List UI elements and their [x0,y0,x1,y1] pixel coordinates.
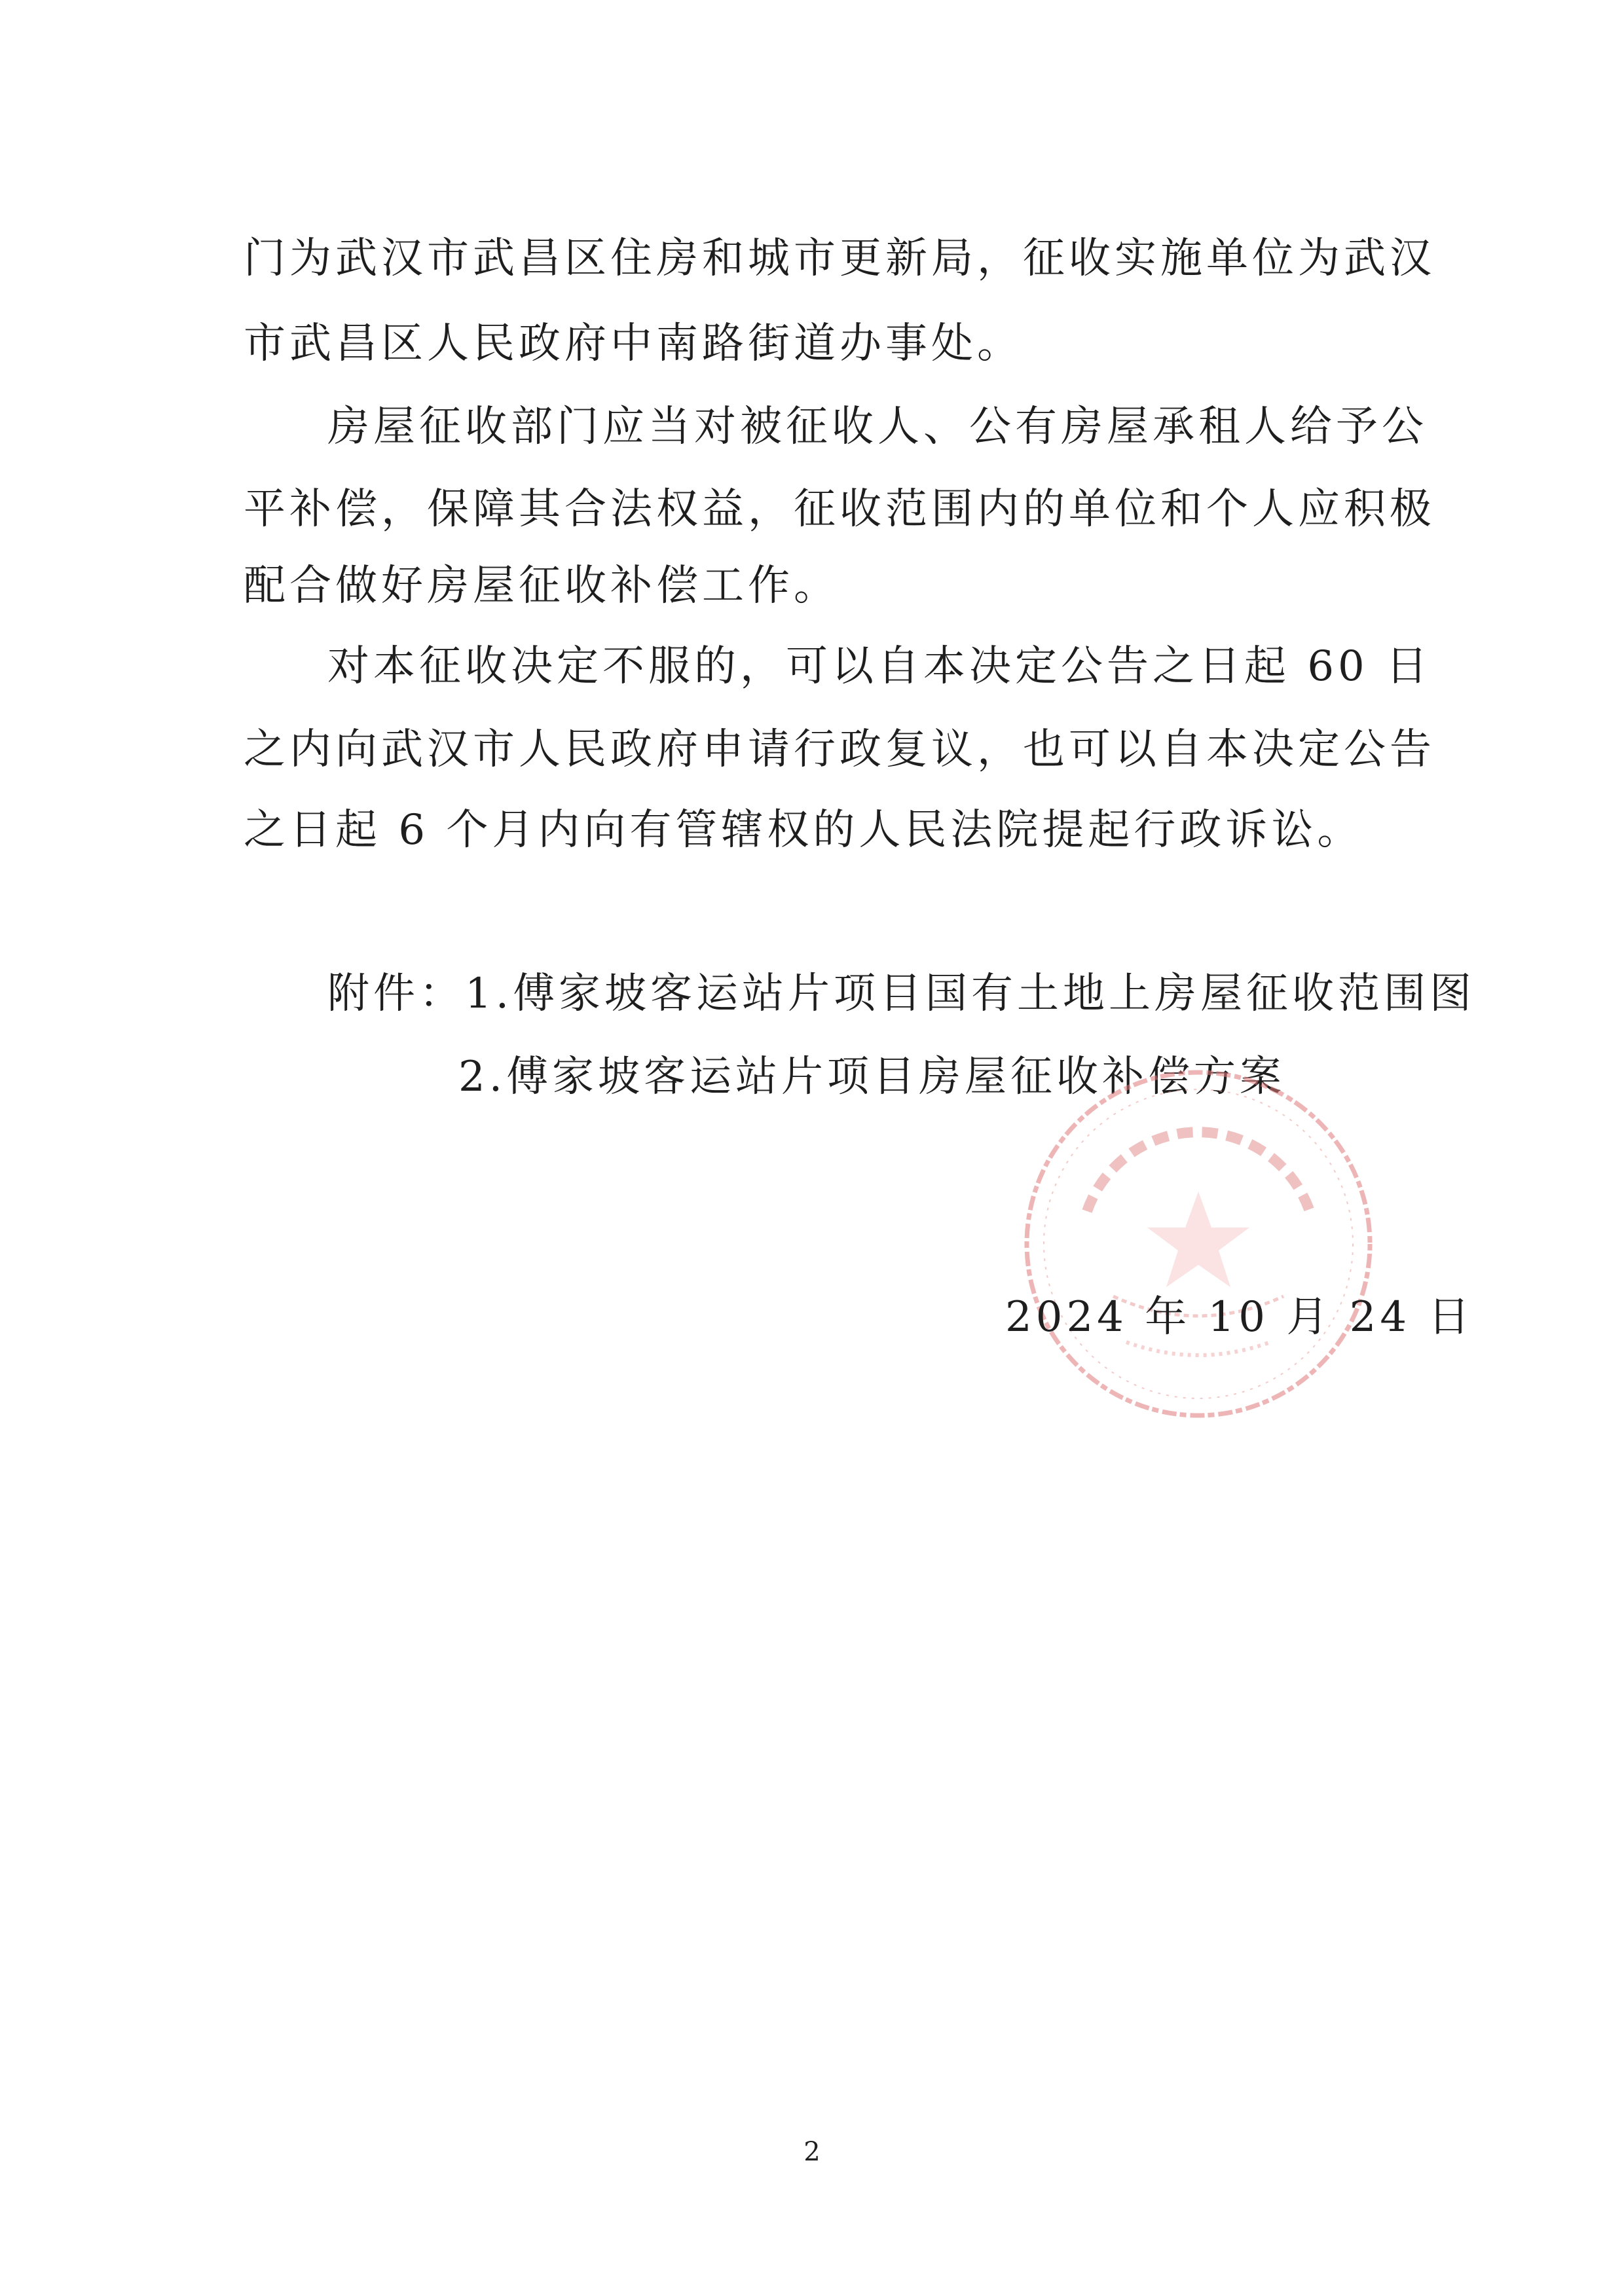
body-line-3: 房屋征收部门应当对被征收人、公有房屋承租人给予公 [327,403,1428,451]
official-seal-icon [1015,1061,1382,1427]
body-line-8: 之日起 6 个月内向有管辖权的人民法院提起行政诉讼。 [244,806,1363,854]
body-line-4: 平补偿，保障其合法权益，征收范围内的单位和个人应积极 [244,485,1435,534]
body-line-1: 门为武汉市武昌区住房和城市更新局，征收实施单位为武汉 [244,234,1435,283]
body-line-5: 配合做好房屋征收补偿工作。 [244,562,840,610]
attachments-label: 附件： [327,970,465,1018]
document-date: 2024 年 10 月 24 日 [1005,1293,1474,1341]
body-line-2: 市武昌区人民政府中南路街道办事处。 [244,319,1023,368]
body-line-6: 对本征收决定不服的，可以自本决定公告之日起 60 日 [327,642,1432,691]
attachment-item-1: 1.傅家坡客运站片项目国有土地上房屋征收范围图 [465,970,1476,1018]
attachments-line-1 [327,968,1475,1020]
attachment-item-2: 2.傅家坡客运站片项目房屋征收补偿方案 [458,1053,1286,1101]
page-number: 2 [803,2137,821,2167]
body-line-7: 之内向武汉市人民政府申请行政复议，也可以自本决定公告 [244,725,1435,774]
